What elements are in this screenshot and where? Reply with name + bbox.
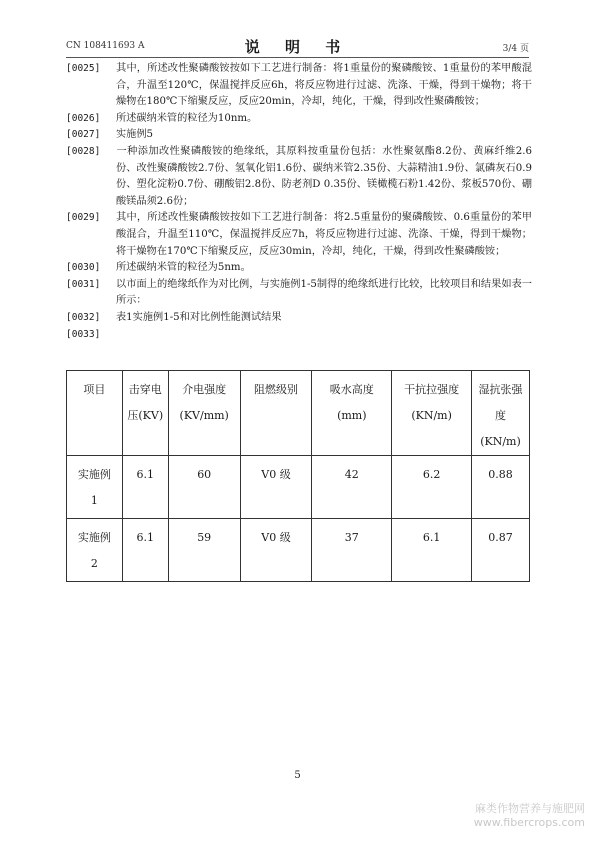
table-cell: 37 xyxy=(312,519,392,582)
header-divider xyxy=(66,57,529,58)
column-header: 干抗拉强度 (KN/m) xyxy=(392,371,472,456)
table-cell: V0 级 xyxy=(240,519,312,582)
paragraph xyxy=(66,327,532,344)
paragraph xyxy=(66,144,532,210)
table-cell: 0.87 xyxy=(472,519,530,582)
table-row xyxy=(67,519,530,582)
paragraph-text: 其中，所述改性聚磷酸铵按如下工艺进行制备：将1重量份的聚磷酸铵、1重量份的苯甲酸混合，升温至120℃，保温搅拌反应6h，将反应物进行过滤、洗涤、干燥，得到干燥物；将干燥物在180℃下缩聚反应，反应20min，冷却，纯化，干燥，得到改性聚磷酸铵； xyxy=(116,63,532,108)
table-cell: 59 xyxy=(168,519,240,582)
table-cell: 6.2 xyxy=(392,456,472,519)
patent-number: CN 108411693 A xyxy=(66,41,145,51)
column-header: 击穿电 压(KV) xyxy=(122,371,168,456)
paragraph xyxy=(66,210,532,260)
paragraph-number: [0032] xyxy=(66,311,101,323)
document-title: 说 明 书 xyxy=(244,38,351,56)
paragraph-text: 实施例5 xyxy=(116,129,154,141)
page-indicator: 3/4 页 xyxy=(502,44,529,54)
column-header: 阻燃级别 xyxy=(240,371,312,456)
body-text xyxy=(66,61,532,343)
table-caption: 表1实施例1-5和对比例性能测试结果 xyxy=(116,311,282,323)
paragraph-number: [0031] xyxy=(66,278,101,290)
paragraph xyxy=(66,310,532,327)
table-cell: 42 xyxy=(312,456,392,519)
paragraph-number: [0033] xyxy=(66,328,101,340)
paragraph-text: 一种添加改性聚磷酸铵的绝缘纸，其原料按重量份包括：水性聚氨酯8.2份、黄麻纤维2.6份、改性聚磷酸铵2.7份、氢氧化铝1.6份、碳纳米管2.35份、大蒜精油1.9份、氯磷灰石0.9份、塑化淀粉0.7份、硼酸铝2.8份、防老剂D 0.35份、镁橄榄石粉1.42份、浆板570份、硼酸镁晶须2.6份； xyxy=(116,145,532,207)
table-row xyxy=(67,456,530,519)
table-cell: 6.1 xyxy=(392,519,472,582)
table-cell: 0.88 xyxy=(472,456,530,519)
paragraph xyxy=(66,277,532,310)
paragraph-number: [0028] xyxy=(66,145,101,157)
table-cell: V0 级 xyxy=(240,456,312,519)
paragraph-number: [0030] xyxy=(66,262,101,274)
results-table xyxy=(66,370,530,582)
table-header-row xyxy=(67,371,530,456)
watermark: 麻类作物营养与施肥网 www.fibercrops.com xyxy=(473,802,585,829)
paragraph-text: 其中，所述改性聚磷酸铵按如下工艺进行制备：将2.5重量份的聚磷酸铵、0.6重量份的苯甲酸混合，升温至110℃，保温搅拌反应7h，将反应物进行过滤、洗涤、干燥，得到干燥物；将干燥物在170℃下缩聚反应，反应30min，冷却，纯化，干燥，得到改性聚磷酸铵； xyxy=(116,212,532,257)
page-header xyxy=(66,36,529,56)
table-cell: 6.1 xyxy=(122,456,168,519)
paragraph-text: 所述碳纳米管的粒径为5nm。 xyxy=(116,262,251,274)
paragraph xyxy=(66,127,532,144)
column-header: 介电强度 (KV/mm) xyxy=(168,371,240,456)
table-cell: 60 xyxy=(168,456,240,519)
paragraph xyxy=(66,260,532,277)
paragraph-number: [0026] xyxy=(66,112,101,124)
row-label: 实施例 1 xyxy=(67,456,123,519)
column-header: 吸水高度 (mm) xyxy=(312,371,392,456)
table-cell: 6.1 xyxy=(122,519,168,582)
paragraph-number: [0027] xyxy=(66,129,101,141)
column-header: 项目 xyxy=(67,371,123,456)
page-number: 5 xyxy=(294,770,301,781)
paragraph-number: [0025] xyxy=(66,63,101,74)
paragraph-number: [0029] xyxy=(66,212,101,224)
paragraph xyxy=(66,111,532,128)
row-label: 实施例 2 xyxy=(67,519,123,582)
paragraph-text: 所述碳纳米管的粒径为10nm。 xyxy=(116,112,258,124)
paragraph xyxy=(66,61,532,111)
paragraph-text: 以市面上的绝缘纸作为对比例，与实施例1-5制得的绝缘纸进行比较，比较项目和结果如表一所示： xyxy=(116,278,532,307)
column-header: 湿抗张强度 (KN/m) xyxy=(472,371,530,456)
